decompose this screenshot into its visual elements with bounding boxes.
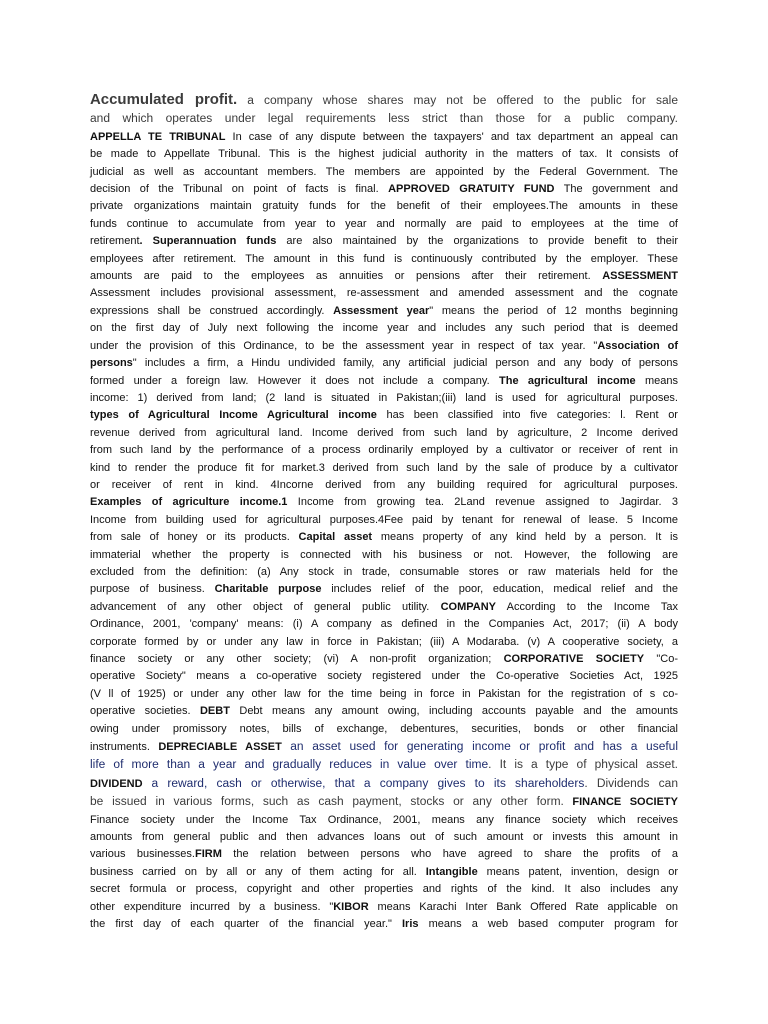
text-line xyxy=(90,442,678,459)
text-line xyxy=(90,599,678,616)
term-label: Intangible xyxy=(425,865,478,878)
text-line xyxy=(90,916,678,933)
definition-text: other expenditure incurred by a business. " xyxy=(90,900,334,913)
definition-text: (V ll of 1925) or under any other law for the time being in force in Pakistan for the registration of s co- xyxy=(90,687,678,700)
term-label: KIBOR xyxy=(333,900,369,913)
definition-text: . It is a type of physical asset. xyxy=(488,757,678,772)
definition-text: means property of any kind held by a person. It is xyxy=(372,531,678,544)
definition-text: from sale of honey or its products. xyxy=(90,531,299,544)
definition-text: formed under a foreign law. However it does not include a company. xyxy=(90,374,499,387)
definition-text: kind to render the produce fit for market.3 derived from such land by the sale of produce by a cultivator xyxy=(90,461,678,474)
definition-text: means patent, invention, design or xyxy=(477,865,678,878)
text-line xyxy=(90,899,678,916)
definition-text: . Dividends can xyxy=(584,775,679,790)
text-line xyxy=(90,181,678,198)
text-line xyxy=(90,881,678,898)
highlighted-definition: life of more than a year and gradually reduces in value over time xyxy=(90,757,489,772)
definition-text: Finance society under the Income Tax Ordinance, 2001, means any finance society which receives xyxy=(90,813,678,826)
text-line xyxy=(90,146,678,163)
text-line xyxy=(90,425,678,442)
definition-text: finance society or any other society; (vi) A non-profit organization; xyxy=(90,653,504,665)
definition-text: instruments. xyxy=(90,741,159,754)
text-line xyxy=(90,91,678,110)
definition-text: business carried on by all or any of them acting for all. xyxy=(90,865,426,878)
definition-text: "Co- xyxy=(644,653,679,665)
definition-text: revenue derived from agricultural land. Income derived from such land by agriculture, 2 Income derived xyxy=(90,426,678,439)
definition-text: funds continue to accumulate from year to year and normally are paid to employees at the time of xyxy=(90,217,678,230)
definition-text: " includes a firm, a Hindu undivided family, any artificial judicial person and any body of persons xyxy=(132,357,678,370)
highlighted-definition: a reward, cash or otherwise, that a company gives to its shareholders xyxy=(151,775,585,790)
definition-text: and which operates under legal requirements less strict than those for a public company. xyxy=(90,111,678,126)
term-label: Assessment year xyxy=(333,304,430,317)
definition-text: According to the Income Tax xyxy=(495,600,679,613)
text-line xyxy=(90,738,678,756)
definition-text: corporate formed by or under any law in force in Pakistan; (iii) A Modaraba. (v) A cooperative society, a xyxy=(90,635,678,648)
text-line xyxy=(90,338,678,355)
text-line xyxy=(90,703,678,720)
term-label: APPROVED GRATUITY FUND xyxy=(388,183,555,196)
definition-text: expressions shall be construed accordingly. xyxy=(90,304,334,317)
definition-text: amounts from general public and then advances loans out of such amount or invests this amount in xyxy=(90,831,678,844)
text-line xyxy=(90,320,678,337)
text-line xyxy=(90,268,678,285)
definition-text: the relation between persons who have agreed to share the profits of a xyxy=(221,848,678,861)
text-line xyxy=(90,529,678,546)
definition-text: Debt means any amount owing, including accounts payable and the amounts xyxy=(229,705,679,718)
term-label: FINANCE SOCIETY xyxy=(572,796,678,809)
text-line xyxy=(90,303,678,320)
definition-text: operative societies. xyxy=(90,705,200,718)
definition-text: employees after retirement. The amount in this fund is continuously contributed by the employer. These xyxy=(90,252,678,265)
term-label: The agricultural income xyxy=(499,374,636,387)
text-line xyxy=(90,864,678,881)
definition-text: income: 1) derived from land; (2 land is situated in Pakistan;(iii) land is used for agricultural purposes. xyxy=(90,391,678,404)
definition-text: The government and xyxy=(554,183,678,196)
text-line xyxy=(90,285,678,302)
term-label: Charitable purpose xyxy=(214,583,322,596)
term-label: DEPRECIABLE ASSET xyxy=(158,741,282,754)
text-line xyxy=(90,564,678,581)
definition-text: a company whose shares may not be offered to the public for sale xyxy=(237,93,678,107)
text-line xyxy=(90,198,678,215)
definition-text: Ordinance, 2001, 'company' means: (i) A company as defined in the Companies Act, 2017; (ii) A body xyxy=(90,618,678,631)
definition-text: are also maintained by the organizations to provide benefit to their xyxy=(276,235,678,248)
text-line xyxy=(90,233,678,250)
definition-text: owing under promissory notes, bills of exchange, debentures, securities, bonds or other financial xyxy=(90,722,678,735)
definition-text: Assessment includes provisional assessment, re-assessment and amended assessment and the cognate xyxy=(90,287,678,300)
text-line xyxy=(90,581,678,598)
definition-text: or receiver of rent in kind. 4Incorne derived from any building required for agricultural purposes. xyxy=(90,478,678,491)
definition-text: has been classified into five categories: l. Rent or xyxy=(376,409,678,422)
text-line xyxy=(90,829,678,846)
definition-text: various businesses. xyxy=(90,848,195,861)
text-line xyxy=(90,129,678,146)
term-label: COMPANY xyxy=(440,600,496,613)
text-line xyxy=(90,512,678,529)
text-line xyxy=(90,494,678,511)
definition-text: the first day of each quarter of the financial year." xyxy=(90,918,402,931)
text-line xyxy=(90,477,678,494)
term-label: Examples of agriculture income.1 xyxy=(90,496,288,509)
term-label: FIRM xyxy=(194,848,222,861)
term-label: ASSESSMENT xyxy=(602,270,678,283)
text-line xyxy=(90,460,678,477)
text-line xyxy=(90,251,678,268)
definition-text: Income from building used for agricultural purposes.4Fee paid by tenant for renewal of lease. 5 Income xyxy=(90,513,678,526)
definition-text: includes relief of the poor, education, medical relief and the xyxy=(321,583,678,596)
definition-text: immaterial whether the property is connected with his business or not. However, the following are xyxy=(90,548,678,561)
term-label: persons xyxy=(90,357,133,370)
term-label: Association of xyxy=(597,339,678,352)
text-line xyxy=(90,216,678,233)
term-label: types of Agricultural Income Agricultural income xyxy=(90,409,377,422)
text-line xyxy=(90,373,678,390)
definition-text: secret formula or process, copyright and other properties and rights of the kind. It also includes any xyxy=(90,883,678,896)
definition-text: judicial as well as accountant members. The members are appointed by the Federal Government. The xyxy=(90,165,678,178)
text-line xyxy=(90,390,678,407)
glossary-paragraph xyxy=(90,91,678,934)
highlighted-definition: an asset used for generating income or profit and has a useful xyxy=(290,739,679,754)
term-label: Iris xyxy=(402,918,419,931)
definition-text: In case of any dispute between the taxpayers' and tax department an appeal can xyxy=(225,130,679,143)
term-label: . Superannuation funds xyxy=(139,235,277,248)
text-line xyxy=(90,686,678,703)
text-line xyxy=(90,616,678,633)
text-line xyxy=(90,668,678,685)
definition-text: means a web based computer program for xyxy=(418,918,679,931)
definition-text: amounts are paid to the employees as annuities or pensions after their retirement. xyxy=(90,270,603,283)
term-label: DEBT xyxy=(199,705,230,718)
definition-text: be issued in various forms, such as cash payment, stocks or any other form. xyxy=(90,794,564,809)
text-line xyxy=(90,355,678,372)
text-line xyxy=(90,812,678,829)
text-line xyxy=(90,775,678,793)
text-line xyxy=(90,651,678,668)
definition-text: means Karachi Inter Bank Offered Rate applicable on xyxy=(368,900,679,913)
definition-text: excluded from the definition: (a) Any stock in trade, consumable stores or raw materials held for the xyxy=(90,565,678,578)
definition-text xyxy=(282,741,290,753)
definition-text: decision of the Tribunal on point of facts is final. xyxy=(90,183,389,196)
definition-text: under the provision of this Ordinance, to be the assessment year in respect of tax year. " xyxy=(90,339,598,352)
term-title: Accumulated profit. xyxy=(90,91,238,108)
text-line xyxy=(90,721,678,738)
definition-text: advancement of any other object of general public utility. xyxy=(90,600,441,613)
text-line xyxy=(90,110,678,128)
text-line xyxy=(90,407,678,424)
term-label: CORPORATIVE SOCIETY xyxy=(503,653,645,665)
text-line xyxy=(90,756,678,774)
text-line xyxy=(90,846,678,863)
definition-text: on the first day of July next following the income year and includes any such period that is deemed xyxy=(90,322,678,335)
definition-text: " means the period of 12 months beginning xyxy=(429,304,678,317)
text-line xyxy=(90,793,678,811)
term-label: Capital asset xyxy=(298,531,373,544)
definition-text: purpose of business. xyxy=(90,583,215,596)
definition-text: means xyxy=(635,374,678,387)
text-line xyxy=(90,164,678,181)
text-line xyxy=(90,634,678,651)
text-line xyxy=(90,547,678,564)
definition-text: Income from growing tea. 2Land revenue assigned to Jagirdar. 3 xyxy=(287,496,678,509)
definition-text: be made to Appellate Tribunal. This is the highest judicial authority in the matters of tax. It consists of xyxy=(90,148,678,161)
definition-text: retirement xyxy=(90,235,140,248)
definition-text: private organizations maintain gratuity funds for the benefit of their employees.The amounts in these xyxy=(90,200,678,213)
definition-text: operative Society" means a co-operative society registered under the Co-operative Societies Act, 1925 xyxy=(90,670,678,683)
term-label: APPELLA TE TRIBUNAL xyxy=(90,130,226,143)
term-label: DIVIDEND xyxy=(90,777,143,790)
definition-text: from such land by the performance of a process ordinarily employed by a cultivator or receiver of rent in xyxy=(90,444,678,457)
